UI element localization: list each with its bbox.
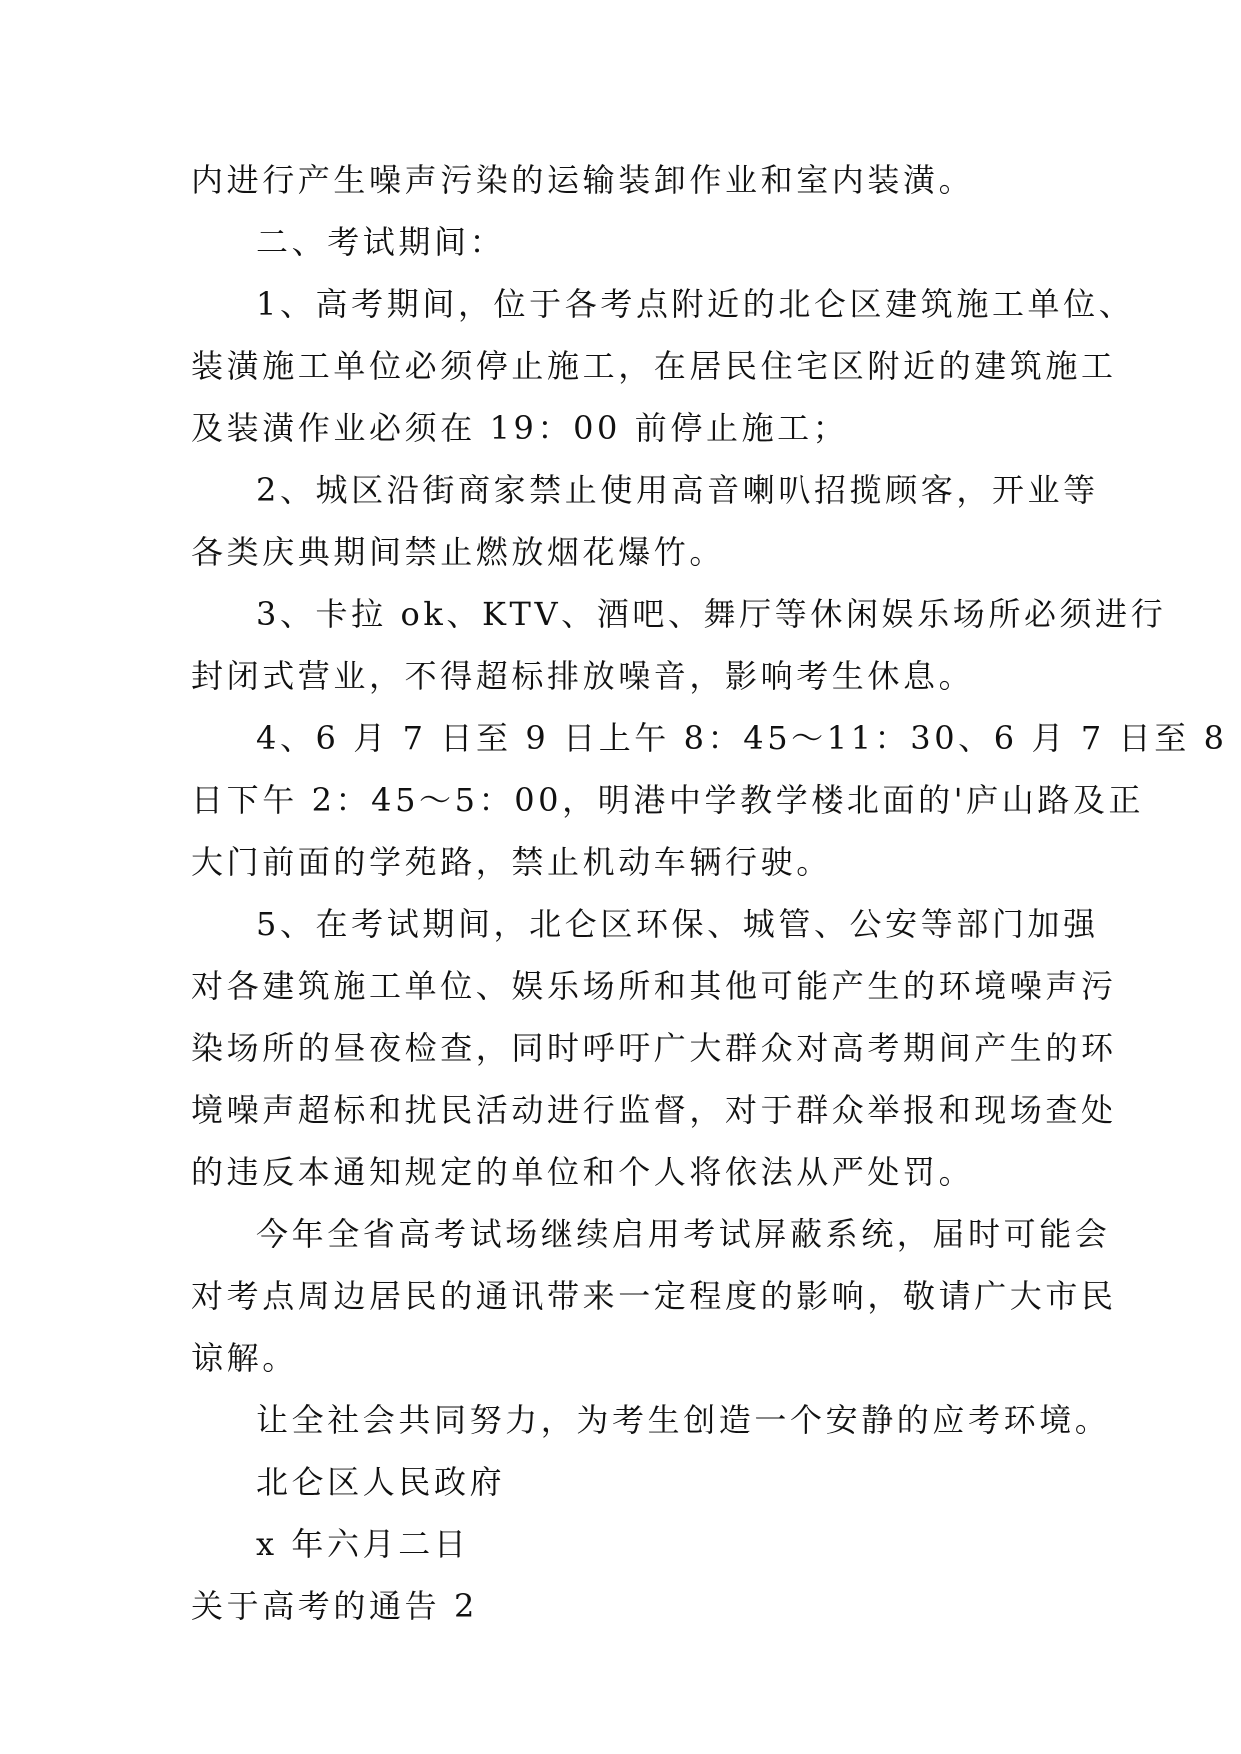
item-2-line-1: 2、城区沿街商家禁止使用高音喇叭招揽顾客，开业等 xyxy=(256,471,1099,509)
item-5-line-4: 境噪声超标和扰民活动进行监督，对于群众举报和现场查处 xyxy=(191,1091,1117,1129)
closing-sentence: 让全社会共同努力，为考生创造一个安静的应考环境。 xyxy=(256,1401,1111,1439)
body-line-1: 内进行产生噪声污染的运输装卸作业和室内装潢。 xyxy=(191,161,975,199)
signature-date: x 年六月二日 xyxy=(256,1525,470,1563)
item-4-line-2: 日下午 2：45～5：00，明港中学教学楼北面的'庐山路及正 xyxy=(191,781,1145,819)
item-5-line-2: 对各建筑施工单位、娱乐场所和其他可能产生的环境噪声污 xyxy=(191,967,1117,1005)
notice-line-2: 对考点周边居民的通讯带来一定程度的影响，敬请广大市民 xyxy=(191,1277,1117,1315)
item-5-line-1: 5、在考试期间，北仑区环保、城管、公安等部门加强 xyxy=(256,905,1099,943)
item-5-line-3: 染场所的昼夜检查，同时呼吁广大群众对高考期间产生的环 xyxy=(191,1029,1117,1067)
signature-authority: 北仑区人民政府 xyxy=(256,1463,506,1501)
item-1-line-2: 装潢施工单位必须停止施工，在居民住宅区附近的建筑施工 xyxy=(191,347,1117,385)
next-document-title: 关于高考的通告 2 xyxy=(191,1587,478,1625)
notice-line-3: 谅解。 xyxy=(191,1339,298,1377)
section-heading: 二、考试期间： xyxy=(256,223,506,261)
item-4-line-1: 4、6 月 7 日至 9 日上午 8：45～11：30、6 月 7 日至 8 xyxy=(256,719,1228,757)
item-1-line-3: 及装潢作业必须在 19：00 前停止施工； xyxy=(191,409,849,447)
item-1-line-1: 1、高考期间，位于各考点附近的北仑区建筑施工单位、 xyxy=(256,285,1135,323)
notice-line-1: 今年全省高考试场继续启用考试屏蔽系统，届时可能会 xyxy=(256,1215,1111,1253)
item-3-line-2: 封闭式营业，不得超标排放噪音，影响考生休息。 xyxy=(191,657,975,695)
item-2-line-2: 各类庆典期间禁止燃放烟花爆竹。 xyxy=(191,533,726,571)
item-5-line-5: 的违反本通知规定的单位和个人将依法从严处罚。 xyxy=(191,1153,975,1191)
item-4-line-3: 大门前面的学苑路，禁止机动车辆行驶。 xyxy=(191,843,832,881)
item-3-line-1: 3、卡拉 ok、KTV、酒吧、舞厅等休闲娱乐场所必须进行 xyxy=(256,595,1167,633)
